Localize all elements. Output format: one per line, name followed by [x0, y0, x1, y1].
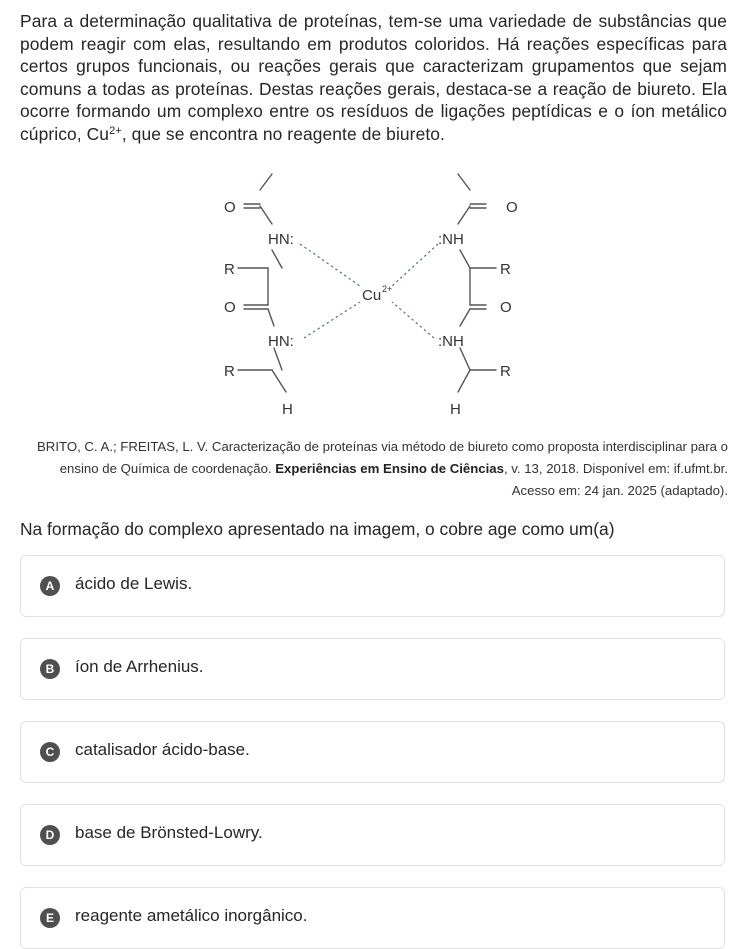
label-h-right: H [450, 401, 461, 418]
option-a-letter-badge: A [40, 576, 60, 596]
label-h-left: H [282, 401, 293, 418]
intro-text-part2: , que se encontra no reagente de biureto. [121, 123, 445, 144]
option-d-text: base de Brönsted-Lowry. [75, 823, 263, 842]
ion-charge: 2+ [109, 124, 122, 137]
question-stem: Na formação do complexo apresentado na imagem, o cobre age como um(a) [20, 519, 615, 539]
option-c-text: catalisador ácido-base. [75, 740, 250, 759]
label-r-lower-left: R [224, 363, 235, 380]
option-a[interactable] [20, 555, 725, 617]
figure-citation [23, 436, 728, 502]
label-hn-upper-left: HN: [268, 231, 294, 248]
label-r-upper-right: R [500, 261, 511, 278]
label-o-top-left: O [224, 199, 236, 216]
option-e[interactable] [20, 887, 725, 949]
option-d-letter-badge: D [40, 825, 60, 845]
label-r-upper-left: R [224, 261, 235, 278]
label-r-lower-right: R [500, 363, 511, 380]
option-b-letter-badge: B [40, 659, 60, 679]
label-o-mid-left: O [224, 299, 236, 316]
intro-text-part1: Para a determinação qualitativa de proteínas, tem-se uma variedade de substâncias que podem reagir com elas, resultando em produtos coloridos. Há reações específicas para certos grupos funcionais, ou reações gerais que caracterizam grupamentos que sejam comuns a todas as proteínas. Destas reações gerais, destaca-se a reação de biureto. Ela ocorre formando um complexo entre os resíduos de ligações peptídicas e o íon metálico cúprico, Cu [20, 11, 727, 144]
option-d[interactable] [20, 804, 725, 866]
option-e-letter-badge: E [40, 908, 60, 928]
option-a-text: ácido de Lewis. [75, 574, 193, 593]
option-c-letter-badge: C [40, 742, 60, 762]
biuret-complex-figure [212, 168, 532, 430]
label-nh-lower-right: :NH [438, 333, 464, 350]
biuret-structure-diagram [212, 168, 532, 430]
citation-authors-title: BRITO, C. A.; FREITAS, L. V. Caracterização de proteínas via método de biureto como proposta interdisciplinar para o ensino de Química de coordenação. [37, 439, 728, 476]
label-cu: Cu [362, 287, 382, 304]
label-o-mid-right: O [500, 299, 512, 316]
label-nh-upper-right: :NH [438, 231, 464, 248]
label-hn-lower-left: HN: [268, 333, 294, 350]
option-b-text: íon de Arrhenius. [75, 657, 204, 676]
citation-journal: Experiências em Ensino de Ciências [275, 461, 504, 476]
option-b[interactable] [20, 638, 725, 700]
label-o-top-right: O [506, 199, 518, 216]
citation-details: , v. 13, 2018. Disponível em: if.ufmt.br. Acesso em: 24 jan. 2025 (adaptado). [503, 461, 728, 498]
question-intro-text [20, 10, 727, 146]
option-e-text: reagente ametálico inorgânico. [75, 906, 308, 925]
option-c[interactable] [20, 721, 725, 783]
label-cu-charge: 2+ [382, 284, 393, 294]
